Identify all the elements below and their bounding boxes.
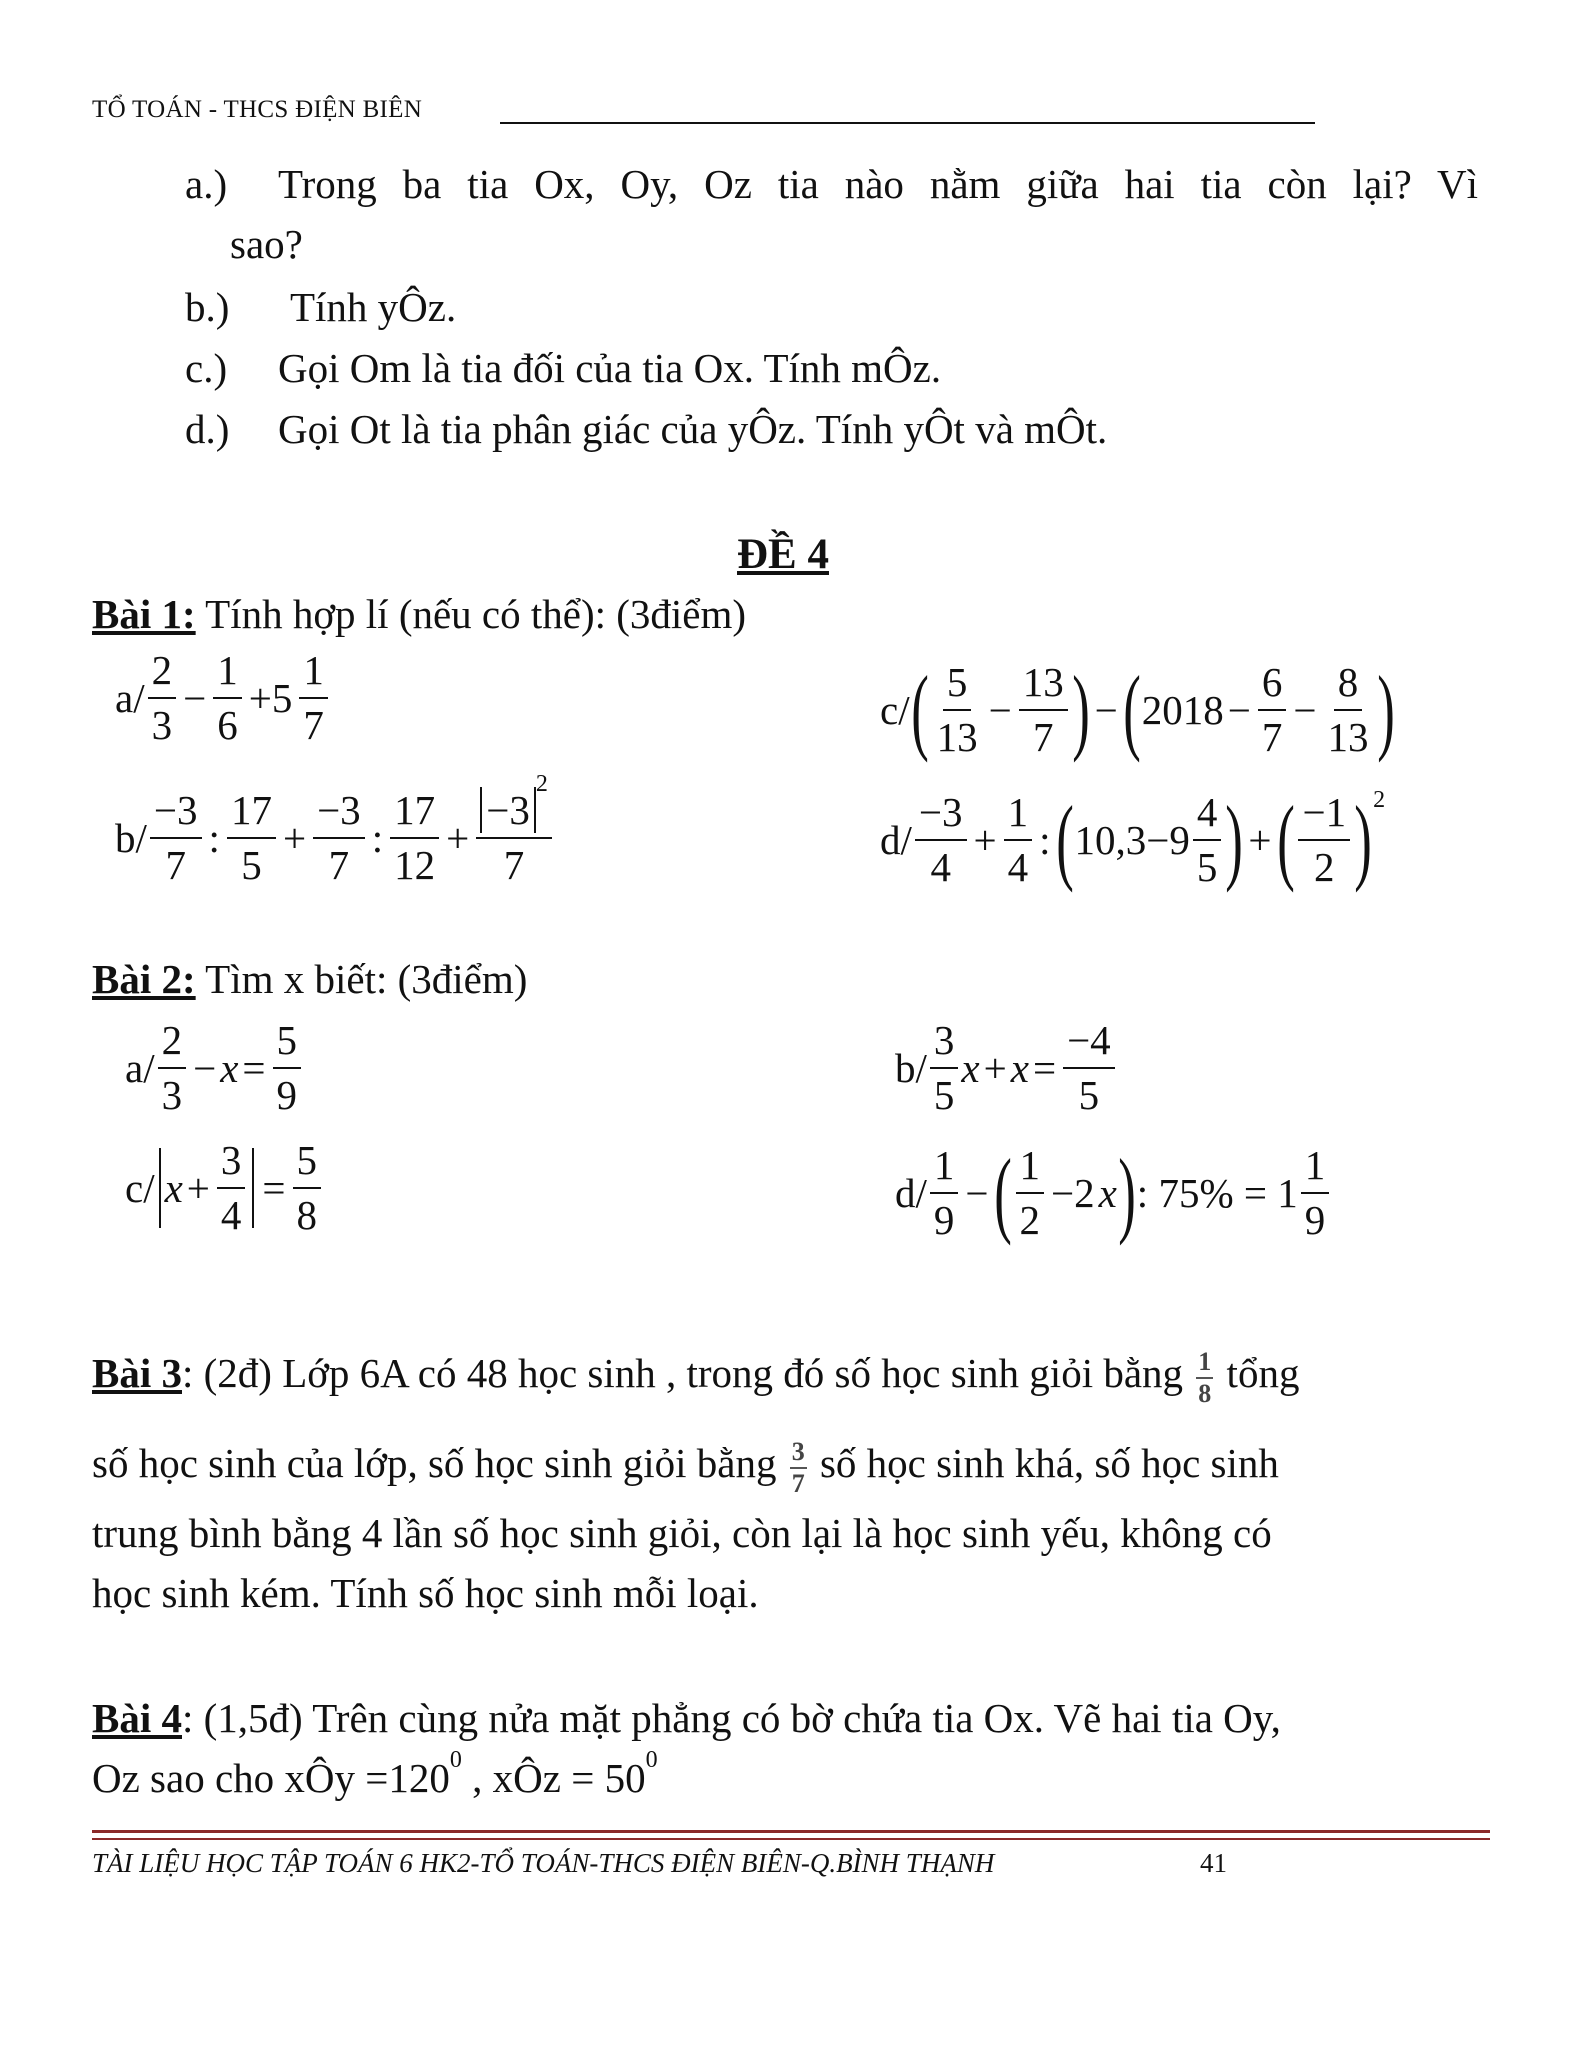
bai2-heading (92, 955, 527, 1003)
operator: = (242, 1045, 266, 1091)
exponent: 2 (535, 771, 548, 797)
fraction: $\frac{5}{13}$ (936, 659, 978, 760)
fraction: $\frac{-3}{4}$ (915, 792, 967, 888)
variable: x (220, 1045, 239, 1091)
fraction: $\frac{5}{9}$ (273, 1020, 302, 1116)
fraction: $\frac{2}{3}$ (158, 1020, 187, 1116)
page-footer: TÀI LIỆU HỌC TẬP TOÁN 6 HK2-TỔ TOÁN-THCS ĐIỆN BIÊN-Q.BÌNH THẠNH (92, 1848, 995, 1878)
variable: x (1010, 1045, 1029, 1091)
item-label: b/ (115, 815, 147, 861)
bai1-a-expression (115, 647, 331, 748)
question-b-label: b.) (185, 284, 230, 330)
exam-title: ĐỀ 4 (737, 531, 829, 578)
footer-rule-thin (92, 1838, 1490, 1840)
bai3-label: Bài 3 (92, 1350, 182, 1396)
operator: = (1032, 1045, 1057, 1091)
bai2-text: Tìm x biết: (3điểm) (205, 956, 528, 1002)
operator: + (282, 815, 307, 861)
bai1-text: Tính hợp lí (nếu có thể): (3điểm) (205, 591, 747, 637)
bai4-line1 (92, 1685, 1281, 1751)
fraction: $\frac{1}{4}$ (1004, 792, 1033, 888)
operator: : (208, 815, 220, 861)
fraction: $\frac{-3}{7}$ (313, 790, 365, 886)
question-c-label: c.) (185, 345, 228, 391)
operator: − (183, 675, 207, 721)
operator: − (1094, 687, 1118, 733)
bai1-label: Bài 1: (92, 591, 196, 637)
fraction: $\frac{-3}{7}$ (150, 790, 202, 886)
right-paren: ) (1071, 656, 1090, 763)
bai3-line2-a: số học sinh của lớp, số học sinh giỏi bằng (92, 1440, 777, 1486)
bai3-line2-b: số học sinh khá, số học sinh (819, 1440, 1279, 1486)
fraction: $\frac{-4}{5}$ (1063, 1020, 1115, 1116)
question-d-label: d.) (185, 406, 230, 452)
left-paren: ( (993, 1139, 1012, 1246)
bai2-label: Bài 2: (92, 956, 196, 1002)
fraction: $\frac{6}{7}$ (1258, 662, 1287, 758)
operator: : (371, 815, 384, 861)
degree-superscript: 0 (449, 1747, 462, 1773)
bai4-line2-a: Oz sao cho xÔy =120 (92, 1755, 450, 1801)
abs-bar-right (252, 1148, 254, 1228)
item-label: d/ (880, 817, 912, 863)
bai1-heading (92, 590, 746, 638)
left-paren: ( (1276, 786, 1295, 893)
fraction: $\frac{1}{8}$ (1198, 1346, 1212, 1408)
operator: + (186, 1165, 210, 1211)
bai1-b-expression (115, 771, 555, 888)
operator: − (193, 1045, 217, 1091)
fraction: $\frac{3}{5}$ (930, 1020, 959, 1116)
operator: −2 (1051, 1170, 1095, 1216)
footer-rule-thick (92, 1830, 1490, 1833)
operator: + (973, 817, 997, 863)
item-label: b/ (895, 1045, 927, 1091)
bai3-line3: trung bình bằng 4 lần số học sinh giỏi, còn lại là học sinh yếu, không có (92, 1510, 1272, 1556)
fraction: $\frac{2}{3}$ (148, 650, 177, 746)
fraction: $\frac{1}{9}$ (1301, 1145, 1330, 1241)
fraction: $\frac{1}{9}$ (930, 1145, 959, 1241)
exponent: 2 (1373, 786, 1386, 813)
operator: +5 (248, 675, 293, 721)
operator: − (965, 1170, 989, 1216)
number: 10,3 (1074, 817, 1147, 863)
fraction: $\frac{17}{5}$ (227, 790, 276, 886)
page-header: TỔ TOÁN - THCS ĐIỆN BIÊN (92, 96, 423, 123)
number: 2018 (1141, 687, 1224, 733)
bai2-c-expression (125, 1137, 324, 1238)
absolute-value: −3 (480, 787, 536, 833)
operator: : (1039, 817, 1051, 863)
remaining-expression: : 75% = 1 (1136, 1170, 1298, 1216)
operator: + (983, 1045, 1007, 1091)
number: −9 (1146, 817, 1190, 863)
bai3-line2 (92, 1430, 1492, 1497)
bai4-label: Bài 4 (92, 1695, 182, 1741)
right-paren: ) (1354, 786, 1372, 893)
fraction: $\frac{-1}{2}$ (1298, 792, 1350, 888)
right-paren: ) (1376, 656, 1395, 763)
operator: − (988, 687, 1012, 733)
fraction: $\frac{17}{12}$ (390, 790, 439, 886)
item-label: c/ (880, 687, 910, 733)
fraction: $\frac{8}{13}$ (1327, 659, 1369, 760)
operator: = (262, 1165, 286, 1211)
page-number: 41 (1200, 1848, 1227, 1878)
fraction: $\frac{1}{7}$ (299, 650, 328, 746)
header-rule (500, 122, 1315, 124)
fraction: $\frac{1}{2}$ (1016, 1145, 1045, 1241)
left-paren: ( (1122, 656, 1141, 763)
bai3-line1 (92, 1340, 1492, 1407)
fraction: $\frac{-3^2}{7}$ (476, 790, 552, 886)
question-b-text: Tính yÔz. (290, 284, 457, 330)
right-paren: ) (1225, 786, 1244, 893)
fraction: $\frac{5}{8}$ (293, 1140, 322, 1236)
operator: − (1227, 687, 1251, 733)
item-label: a/ (115, 675, 145, 721)
question-a-text: Trong ba tia Ox, Oy, Oz tia nào nằm giữa hai tia còn lại? Vì (278, 161, 1478, 207)
fraction: $\frac{3}{7}$ (791, 1436, 805, 1498)
variable: x (1098, 1170, 1117, 1216)
fraction: $\frac{1}{6}$ (213, 650, 242, 746)
operator: + (446, 815, 470, 861)
bai1-c-expression (880, 656, 1395, 763)
abs-bar-left (159, 1148, 161, 1228)
item-label: c/ (125, 1165, 155, 1211)
item-label: d/ (895, 1170, 927, 1216)
bai4-line2 (92, 1745, 658, 1811)
fraction: $\frac{13}{7}$ (1019, 662, 1068, 758)
bai2-d-expression (895, 1139, 1332, 1246)
question-a-label: a.) (185, 161, 228, 207)
bai2-b-expression (895, 1017, 1118, 1118)
bai3-lead: : (2đ) Lớp 6A có 48 học sinh , trong đó số học sinh giỏi bằng (182, 1350, 1184, 1396)
fraction: $\frac{3}{4}$ (217, 1140, 246, 1236)
fraction: $\frac{4}{5}$ (1193, 792, 1222, 888)
variable: x (961, 1045, 980, 1091)
operator: + (1248, 817, 1272, 863)
bai3-line4: học sinh kém. Tính số học sinh mỗi loại. (92, 1570, 759, 1616)
right-paren: ) (1118, 1139, 1136, 1246)
degree-superscript: 0 (645, 1747, 658, 1773)
bai4-text: : (1,5đ) Trên cùng nửa mặt phẳng có bờ chứa tia Ox. Vẽ hai tia Oy, (182, 1695, 1281, 1741)
bai4-line2-b: , xÔz = 50 (461, 1755, 646, 1801)
item-label: a/ (125, 1045, 155, 1091)
operator: − (1293, 687, 1317, 733)
variable: x (164, 1165, 183, 1211)
question-c-text: Gọi Om là tia đối của tia Ox. Tính mÔz. (278, 345, 942, 391)
left-paren: ( (1055, 786, 1074, 893)
bai1-d-expression (880, 786, 1386, 893)
question-a-text-cont: sao? (230, 221, 303, 267)
bai2-a-expression (125, 1017, 304, 1118)
bai3-after-fraction: tổng (1226, 1350, 1300, 1396)
left-paren: ( (910, 656, 929, 763)
question-d-text: Gọi Ot là tia phân giác của yÔz. Tính yÔt và mÔt. (278, 406, 1108, 452)
